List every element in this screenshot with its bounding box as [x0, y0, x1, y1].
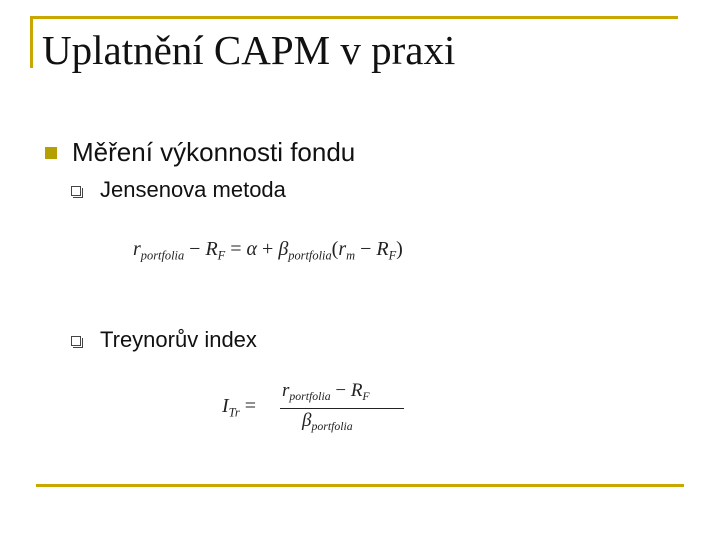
jensen-equals: =: [230, 238, 242, 260]
jensen-formula: [133, 238, 403, 263]
treynor-den-beta-subscript: portfolia: [311, 420, 353, 434]
title-left-rule: [30, 16, 33, 68]
treynor-fraction: [280, 380, 404, 436]
treynor-equals: =: [244, 395, 256, 417]
sub-bullet-treynor-index: Treynorův index: [100, 327, 257, 352]
jensen-m-subscript: m: [346, 248, 356, 263]
jensen-close-paren: ): [396, 238, 403, 260]
sub-bullet-checkbox-icon: [71, 336, 81, 346]
treynor-num-R-subscript: F: [362, 390, 370, 404]
treynor-denominator: [302, 410, 353, 434]
treynor-Tr-subscript: Tr: [228, 405, 240, 420]
sub-bullet-jensen-method: Jensenova metoda: [100, 177, 286, 202]
jensen-RF-2: R: [376, 238, 389, 260]
jensen-alpha: α: [246, 238, 258, 260]
treynor-num-r-subscript: portfolia: [289, 390, 331, 404]
treynor-lhs: [222, 395, 256, 420]
jensen-F-subscript: F: [217, 248, 226, 263]
treynor-den-beta: β: [302, 410, 312, 431]
treynor-num-minus: −: [335, 380, 347, 401]
jensen-minus-2: −: [360, 238, 372, 260]
jensen-minus: −: [189, 238, 201, 260]
footer-rule: [36, 484, 684, 487]
treynor-numerator: [282, 380, 370, 404]
jensen-F-subscript-2: F: [388, 248, 397, 263]
jensen-open-paren: (: [331, 238, 339, 260]
jensen-beta: β: [278, 238, 289, 260]
treynor-num-r: r: [282, 380, 290, 401]
title-top-rule: [30, 16, 678, 19]
jensen-r-portfolia: r: [133, 238, 141, 260]
slide-title: Uplatnění CAPM v praxi: [42, 27, 456, 73]
jensen-portfolia-subscript: portfolia: [140, 248, 185, 263]
treynor-fraction-bar: [280, 408, 404, 409]
bullet-square-icon: [45, 147, 57, 159]
jensen-RF: R: [205, 238, 218, 260]
jensen-r-m: r: [338, 238, 347, 260]
treynor-num-R: R: [350, 380, 363, 401]
sub-bullet-checkbox-icon: [71, 186, 81, 196]
jensen-beta-subscript: portfolia: [288, 248, 332, 263]
jensen-plus: +: [262, 238, 274, 260]
treynor-I: I: [222, 395, 229, 417]
bullet-measuring-fund-performance: Měření výkonnosti fondu: [72, 137, 356, 167]
